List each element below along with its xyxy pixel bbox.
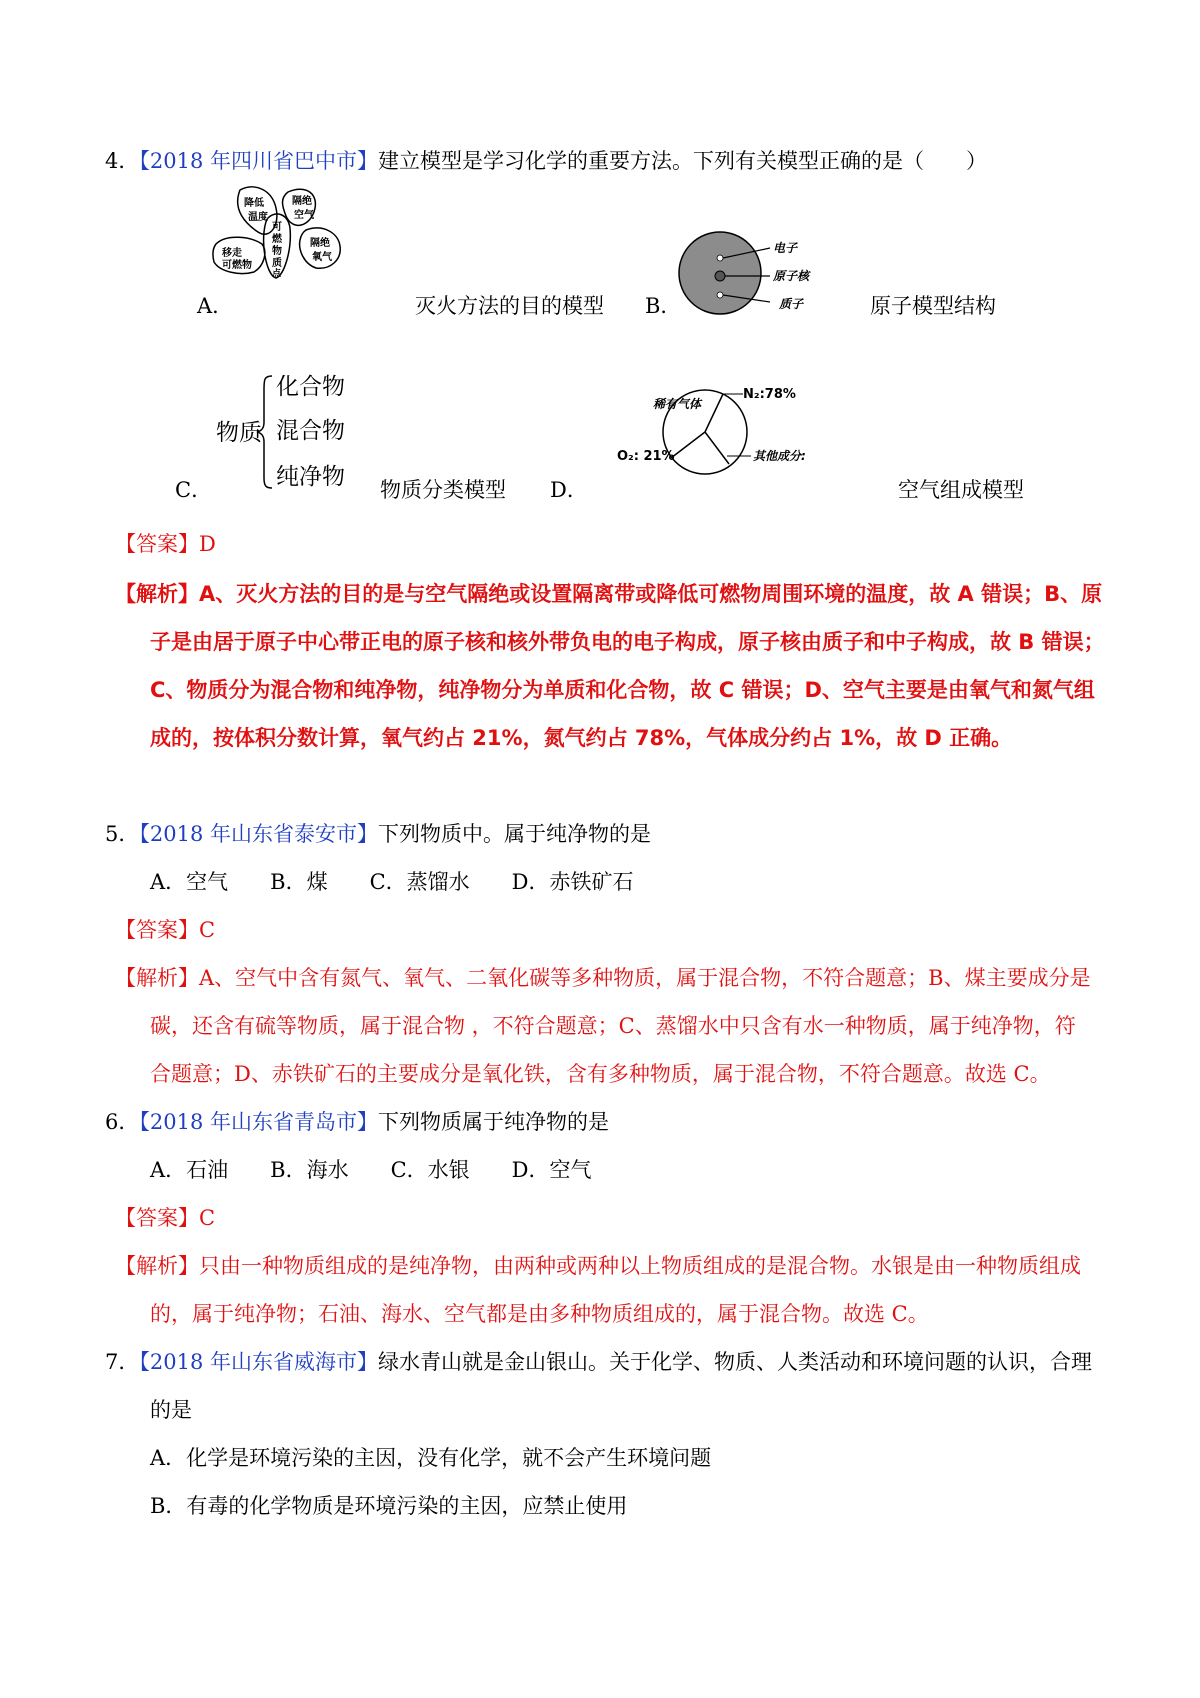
q5-analysis-line-3: 合题意；D、赤铁矿石的主要成分是氧化铁，含有多种物质，属于混合物，不符合题意。故选 C。 [150,1062,1051,1086]
fig-a-label: 隔绝 [310,238,330,249]
q4-option-d: D． [550,478,588,502]
q7-number: 7． [105,1350,140,1374]
q4-option-c: C． [175,478,213,502]
fig-d-other-label: 其他成分: [753,449,806,463]
fig-b-label-proton: 质子 [779,297,804,311]
q4-option-d-caption: 空气组成模型 [898,478,1024,502]
q7-option-a: A．化学是环境污染的主因，没有化学，就不会产生环境问题 [150,1446,712,1470]
q5-stem-line [105,818,651,848]
q4-figure-c-classification-model [212,370,367,495]
q4-source: 【2018 年四川省巴中市】 [139,149,378,173]
q6-analysis-line-1 [115,1250,1081,1280]
fig-a-label: 点 [272,269,282,279]
q6-source: 【2018 年山东省青岛市】 [139,1110,378,1134]
q4-analysis-text: A、灭火方法的目的是与空气隔绝或设置隔离带或降低可燃物周围环境的温度，故 A 错误；B、原 [199,582,1103,606]
fig-a-label: 可燃物 [222,260,252,271]
q4-analysis-line-2: 子是由居于原子中心带正电的原子核和核外带负电的电子构成，原子核由质子和中子构成，故 B 错误； [150,630,1105,654]
q4-option-c-caption: 物质分类模型 [380,478,506,502]
q6-number: 6． [105,1110,140,1134]
q4-option-b-caption: 原子模型结构 [870,294,996,318]
fig-c-mixture: 混合物 [276,418,345,444]
fig-d-o2-label: O₂: 21% [617,449,675,464]
fig-d-noble-label: 稀有气体 [653,397,702,411]
q5-number: 5． [105,822,140,846]
q4-stem-line [105,145,987,175]
q5-analysis-text: A、空气中含有氮气、氧气、二氧化碳等多种物质，属于混合物，不符合题意；B、煤主要成分是 [199,966,1091,990]
q4-number: 4． [105,149,140,173]
fig-a-label: 氧气 [312,252,332,263]
q5-source: 【2018 年山东省泰安市】 [139,822,378,846]
fig-a-label: 燃 [272,234,282,245]
q6-stem: 下列物质属于纯净物的是 [378,1110,609,1134]
fig-a-label: 质 [272,258,282,269]
fig-c-root: 物质 [216,420,262,446]
q4-analysis-line-4: 成的，按体积分数计算，氧气约占 21%，氮气约占 78%，气体成分约占 1%，故 D 正确。 [150,726,1013,750]
fig-a-label: 温度 [248,212,268,223]
q4-answer-label: 【答案】 [115,532,199,556]
q4-answer-value: D [199,532,216,556]
q7-stem-line-2: 的是 [150,1398,192,1422]
fig-a-label: 隔绝 [292,196,312,207]
q7-stem-line [105,1346,1092,1376]
q7-stem: 绿水青山就是金山银山。关于化学、物质、人类活动和环境问题的认识，合理 [378,1350,1092,1374]
fig-a-label: 降低 [244,198,264,209]
q4-option-b: B． [645,294,682,318]
q4-analysis-line-3: C、物质分为混合物和纯净物，纯净物分为单质和化合物，故 C 错误；D、空气主要是由氧气和氮气组 [150,678,1095,702]
q4-analysis-line-1 [115,578,1102,608]
q6-analysis-line-2: 的，属于纯净物；石油、海水、空气都是由多种物质组成的，属于混合物。故选 C。 [150,1302,929,1326]
q6-analysis-text: 只由一种物质组成的是纯净物，由两种或两种以上物质组成的是混合物。水银是由一种物质组成 [199,1254,1081,1278]
q7-source: 【2018 年山东省威海市】 [139,1350,378,1374]
q4-figure-d-air-pie [615,380,855,490]
q4-option-a-caption: 灭火方法的目的模型 [415,294,604,318]
q5-analysis-label: 【解析】 [115,966,199,990]
fig-b-label-electron: 电子 [773,241,798,255]
q4-answer [115,528,216,558]
q4-option-a: A． [197,294,234,318]
q5-options: A．空气 B．煤 C．蒸馏水 D．赤铁矿石 [150,870,634,894]
q6-stem-line [105,1106,609,1136]
fig-a-label: 空气 [294,210,314,221]
fig-c-compound: 化合物 [276,374,345,400]
q4-figure-b-atom-model [675,228,825,318]
fig-a-label: 移走 [222,248,242,259]
q6-analysis-label: 【解析】 [115,1254,199,1278]
fig-b-label-nucleus: 原子核 [773,269,810,283]
q5-answer [115,914,215,944]
q7-option-b: B．有毒的化学物质是环境污染的主因，应禁止使用 [150,1494,628,1518]
q5-analysis-line-2: 碳，还含有硫等物质，属于混合物 ，不符合题意；C、蒸馏水中只含有水一种物质，属于纯净物，符 [150,1014,1076,1038]
q6-options: A．石油 B．海水 C．水银 D．空气 [150,1158,592,1182]
q4-figure-a-fire-model [210,180,345,285]
q6-answer-value: C [199,1206,216,1230]
fig-a-label: 可 [272,222,282,233]
fig-d-n2-label: N₂:78% [743,387,796,402]
q4-analysis-label: 【解析】 [115,582,199,606]
q6-answer [115,1202,215,1232]
q5-analysis-line-1 [115,962,1091,992]
q4-stem: 建立模型是学习化学的重要方法。下列有关模型正确的是（ ） [378,149,987,173]
q5-answer-label: 【答案】 [115,918,199,942]
fig-a-label: 物 [272,246,282,257]
q5-answer-value: C [199,918,216,942]
fig-c-pure: 纯净物 [276,464,345,490]
q5-stem: 下列物质中。属于纯净物的是 [378,822,651,846]
q6-answer-label: 【答案】 [115,1206,199,1230]
